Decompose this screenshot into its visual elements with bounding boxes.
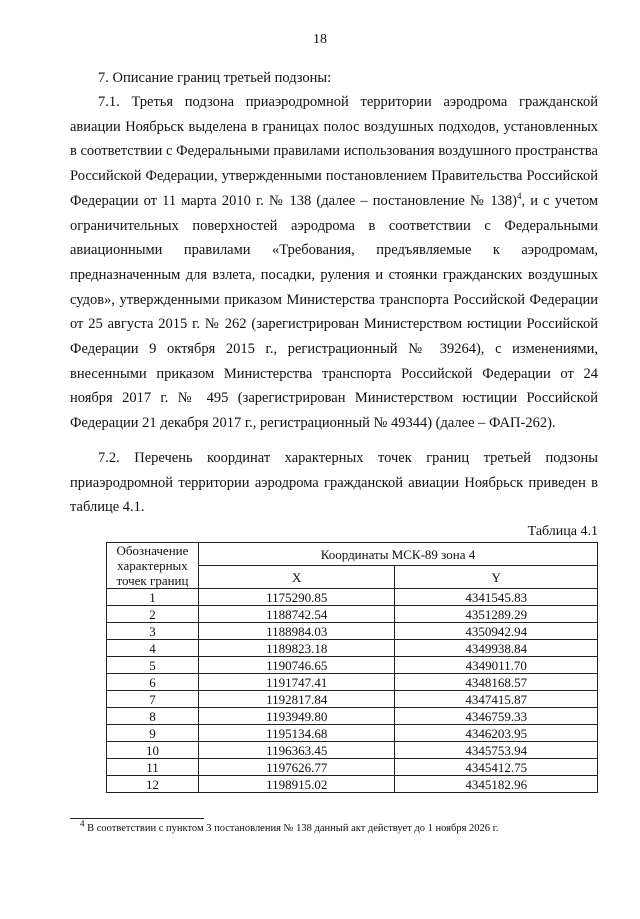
point-number-cell: 7 xyxy=(107,691,199,708)
table-row xyxy=(107,640,598,657)
point-number-cell: 4 xyxy=(107,640,199,657)
point-number-cell: 11 xyxy=(107,759,199,776)
point-number-cell: 6 xyxy=(107,674,199,691)
point-number-cell: 2 xyxy=(107,606,199,623)
x-coordinate-cell: 1191747.41 xyxy=(198,674,395,691)
x-coordinate-cell: 1193949.80 xyxy=(198,708,395,725)
table-row xyxy=(107,759,598,776)
table-row xyxy=(107,623,598,640)
y-coordinate-cell: 4345753.94 xyxy=(395,742,598,759)
table-body xyxy=(107,589,598,793)
y-coordinate-cell: 4348168.57 xyxy=(395,674,598,691)
point-number-cell: 1 xyxy=(107,589,199,606)
table-row xyxy=(107,589,598,606)
point-number-cell: 3 xyxy=(107,623,199,640)
coordinates-table xyxy=(106,542,598,793)
x-coordinate-cell: 1175290.85 xyxy=(198,589,395,606)
y-coordinate-cell: 4351289.29 xyxy=(395,606,598,623)
y-coordinate-cell: 4341545.83 xyxy=(395,589,598,606)
table-row xyxy=(107,742,598,759)
footnote-text: В соответствии с пунктом 3 постановления № 138 данный акт действует до 1 ноября 2026 г. xyxy=(84,823,499,834)
x-coordinate-cell: 1198915.02 xyxy=(198,776,395,793)
table-row xyxy=(107,674,598,691)
page-number: 18 xyxy=(313,32,327,47)
table-row xyxy=(107,776,598,793)
y-coordinate-cell: 4350942.94 xyxy=(395,623,598,640)
paragraph-7-1-text-a: 7.1. Третья подзона приаэродромной территории аэродрома гражданской авиации Ноябрьск выделена в границах полос воздушных подходов, установленных в соответствии с Федеральными правилами использования воздушного пространства Российской Федерации, утвержденными постановлением Правительства Российской Федерации от 11 марта 2010 г. № 138 (далее – постановление № 138) xyxy=(70,94,598,209)
table-row xyxy=(107,708,598,725)
y-coordinate-cell: 4349938.84 xyxy=(395,640,598,657)
paragraph-7-1 xyxy=(70,90,598,436)
table-row xyxy=(107,691,598,708)
footnote-mark: 4 xyxy=(80,818,85,829)
point-number-cell: 12 xyxy=(107,776,199,793)
table-row xyxy=(107,657,598,674)
point-number-cell: 9 xyxy=(107,725,199,742)
paragraph-7-2: 7.2. Перечень координат характерных точек границ третьей подзоны приаэродромной территории аэродрома гражданской авиации Ноябрьск приведен в таблице 4.1. xyxy=(70,450,598,516)
y-coordinate-cell: 4346203.95 xyxy=(395,725,598,742)
header-coordinates: Координаты МСК-89 зона 4 xyxy=(198,543,597,566)
point-number-cell: 8 xyxy=(107,708,199,725)
x-coordinate-cell: 1196363.45 xyxy=(198,742,395,759)
y-coordinate-cell: 4345412.75 xyxy=(395,759,598,776)
y-coordinate-cell: 4346759.33 xyxy=(395,708,598,725)
y-coordinate-cell: 4347415.87 xyxy=(395,691,598,708)
x-coordinate-cell: 1197626.77 xyxy=(198,759,395,776)
header-x: X xyxy=(198,566,395,589)
header-y: Y xyxy=(395,566,598,589)
paragraph-7-1-text-b: , и с учетом ограничительных поверхностей аэродрома в соответствии с Федеральными авиационными правилами «Требования, предъявляемые к аэродромам, предназначенным для взлета, посадки, руления и стоянки гражданских воздушных судов», утвержденными приказом Министерства транспорта Российской Федерации от 25 августа 2015 г. № 262 (зарегистрирован Министерством юстиции Российской Федерации 9 октября 2015 г., регистрационный № 39264), с изменениями, внесенными приказом Министерства транспорта Российской Федерации от 24 ноября 2017 г. № 495 (зарегистрирован Министерством юстиции Российской Федерации 21 декабря 2017 г., регистрационный № 49344) (далее – ФАП-262). xyxy=(70,192,598,432)
x-coordinate-cell: 1192817.84 xyxy=(198,691,395,708)
section-heading: 7. Описание границ третьей подзоны: xyxy=(98,70,332,86)
x-coordinate-cell: 1189823.18 xyxy=(198,640,395,657)
point-number-cell: 5 xyxy=(107,657,199,674)
table-row xyxy=(107,606,598,623)
x-coordinate-cell: 1195134.68 xyxy=(198,725,395,742)
x-coordinate-cell: 1190746.65 xyxy=(198,657,395,674)
x-coordinate-cell: 1188742.54 xyxy=(198,606,395,623)
footnote xyxy=(80,818,499,834)
x-coordinate-cell: 1188984.03 xyxy=(198,623,395,640)
table-row xyxy=(107,725,598,742)
y-coordinate-cell: 4345182.96 xyxy=(395,776,598,793)
table-caption: Таблица 4.1 xyxy=(527,524,598,539)
header-point-designation: Обозначение характерных точек границ xyxy=(107,543,199,589)
point-number-cell: 10 xyxy=(107,742,199,759)
y-coordinate-cell: 4349011.70 xyxy=(395,657,598,674)
footnote-divider xyxy=(70,818,204,819)
footnote-reference[interactable]: 4 xyxy=(517,190,522,201)
